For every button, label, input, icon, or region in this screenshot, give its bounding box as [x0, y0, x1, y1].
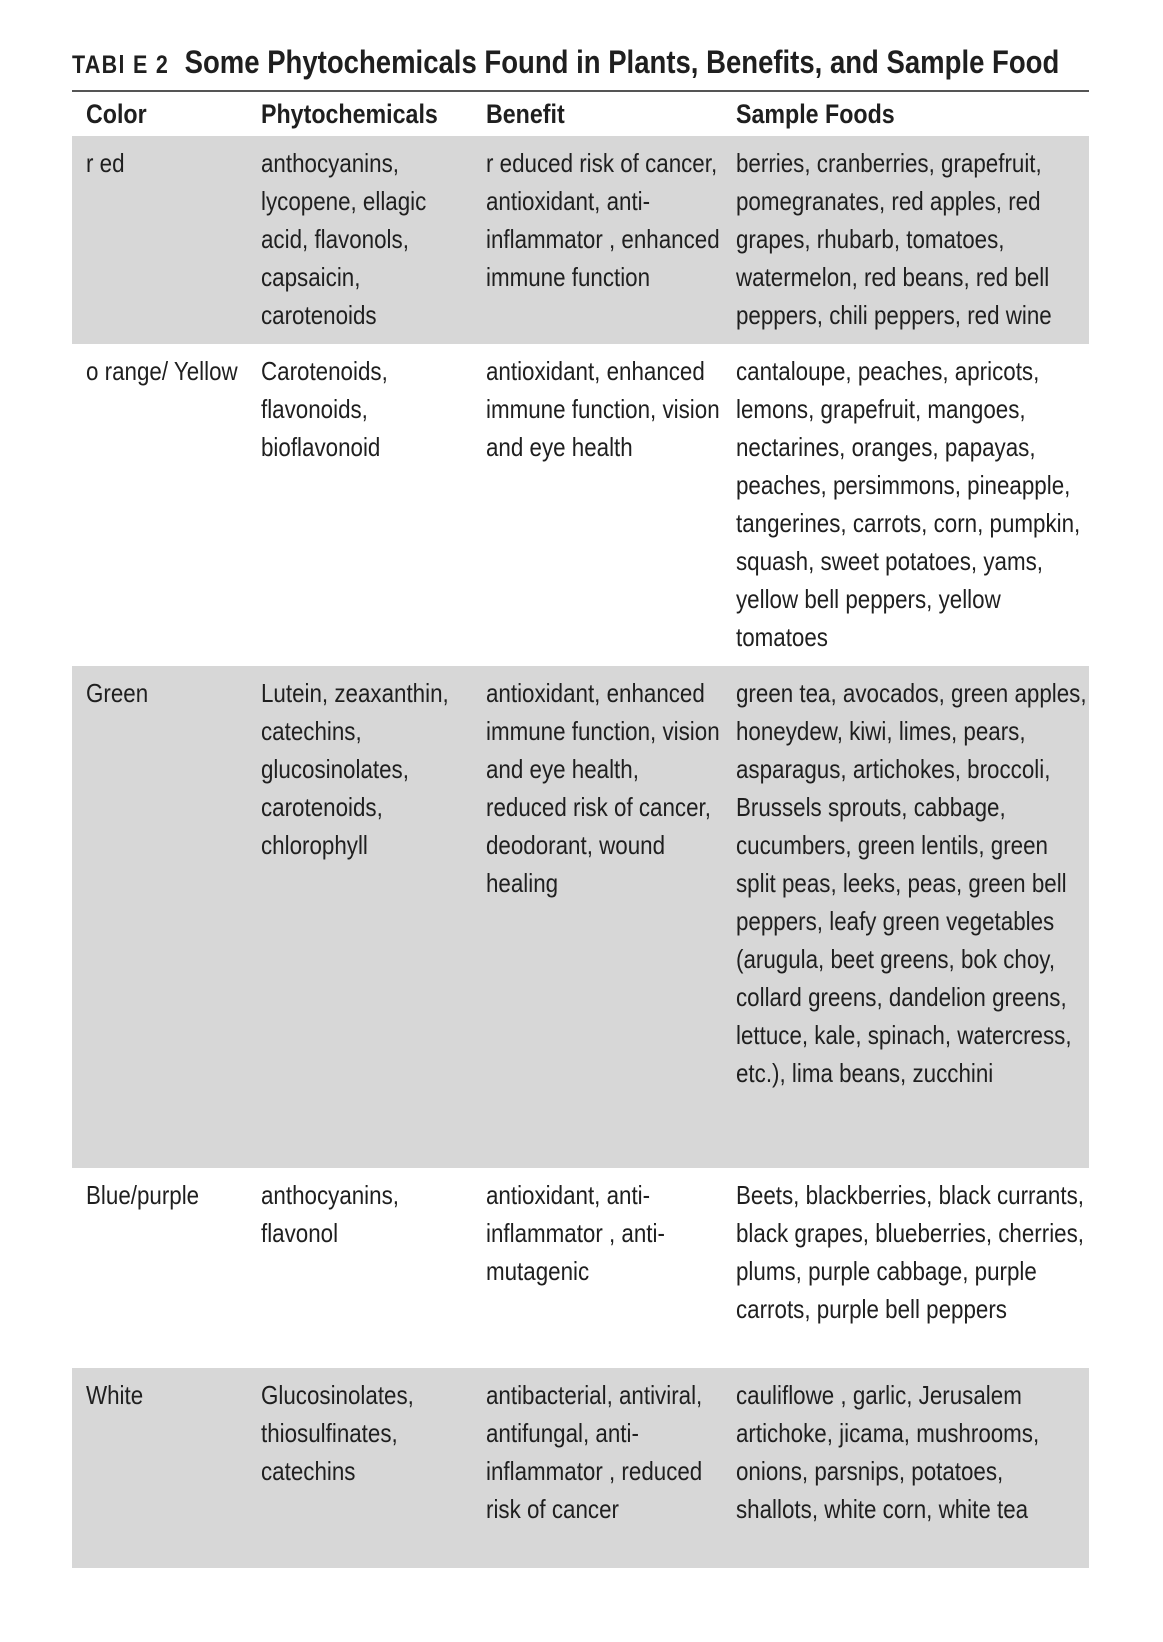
table-row: [72, 136, 1089, 344]
cell-phytochemicals: anthocyanins, flavonol: [261, 1180, 399, 1248]
column-header-phytochemicals: Phytochemicals: [261, 98, 438, 129]
cell-color: o range/ Yellow: [86, 356, 238, 386]
column-header-color: Color: [86, 98, 147, 129]
cell-sample-foods: green tea, avocados, green apples, honeydew, kiwi, limes, pears, asparagus, artichokes, broccoli, Brussels sprouts, cabbage, cucumbers, green lentils, green split peas, leeks, peas, green bell peppers, leafy green vegetables (arugula, beet greens, bok choy, collard greens, dandelion greens, lettuce, kale, spinach, watercress, etc.), lima beans, zucchini: [722, 666, 1089, 1168]
cell-sample-foods: Beets, blackberries, black currants, black grapes, blueberries, cherries, plums, purple cabbage, purple carrots, purple bell peppers: [736, 1180, 1084, 1324]
cell-benefit: antibacterial, antiviral, antifungal, anti-inflammator , reduced risk of cancer: [472, 1368, 722, 1568]
table-row: [72, 666, 1089, 1168]
cell-sample-foods: cauliflowe , garlic, Jerusalem artichoke, jicama, mushrooms, onions, parsnips, potatoes, shallots, white corn, white tea: [722, 1368, 1089, 1568]
cell-phytochemicals: Glucosinolates, thiosulfinates, catechins: [247, 1368, 472, 1568]
table-row: [72, 1368, 1089, 1568]
cell-benefit: antioxidant, enhanced immune function, vision and eye health: [486, 356, 720, 462]
phytochemicals-table: [72, 92, 1089, 1568]
cell-phytochemicals: anthocyanins, lycopene, ellagic acid, flavonols, capsaicin, carotenoids: [247, 136, 472, 344]
cell-phytochemicals: Carotenoids, flavonoids, bioflavonoid: [261, 356, 388, 462]
cell-sample-foods: cantaloupe, peaches, apricots, lemons, grapefruit, mangoes, nectarines, oranges, papayas, peaches, persimmons, pineapple, tangerines, carrots, corn, pumpkin, squash, sweet potatoes, yams, yellow bell peppers, yellow tomatoes: [736, 356, 1081, 652]
table-title: Some Phytochemicals Found in Plants, Benefits, and Sample Food: [184, 44, 1060, 80]
table-caption: [72, 44, 1060, 88]
table-number: TABl E 2: [72, 51, 170, 79]
cell-phytochemicals: Lutein, zeaxanthin, catechins, glucosinolates, carotenoids, chlorophyll: [247, 666, 472, 1168]
table-row: [72, 1168, 1089, 1368]
cell-sample-foods: berries, cranberries, grapefruit, pomegranates, red apples, red grapes, rhubarb, tomatoes, watermelon, red beans, red bell peppers, chili peppers, red wine: [722, 136, 1089, 344]
header-row: [72, 92, 1089, 136]
cell-color: Blue/purple: [86, 1180, 200, 1210]
cell-benefit: antioxidant, anti-inflammator , anti-mutagenic: [486, 1180, 665, 1286]
cell-color: Green: [72, 666, 247, 1168]
table-row: [72, 344, 1089, 666]
column-header-benefit: Benefit: [486, 98, 565, 129]
cell-benefit: r educed risk of cancer, antioxidant, anti-inflammator , enhanced immune function: [472, 136, 722, 344]
table-container: [72, 44, 1089, 1568]
cell-benefit: antioxidant, enhanced immune function, vision and eye health, reduced risk of cancer, deodorant, wound healing: [472, 666, 722, 1168]
column-header-sample-foods: Sample Foods: [736, 98, 895, 129]
cell-color: White: [72, 1368, 247, 1568]
cell-color: r ed: [72, 136, 247, 344]
